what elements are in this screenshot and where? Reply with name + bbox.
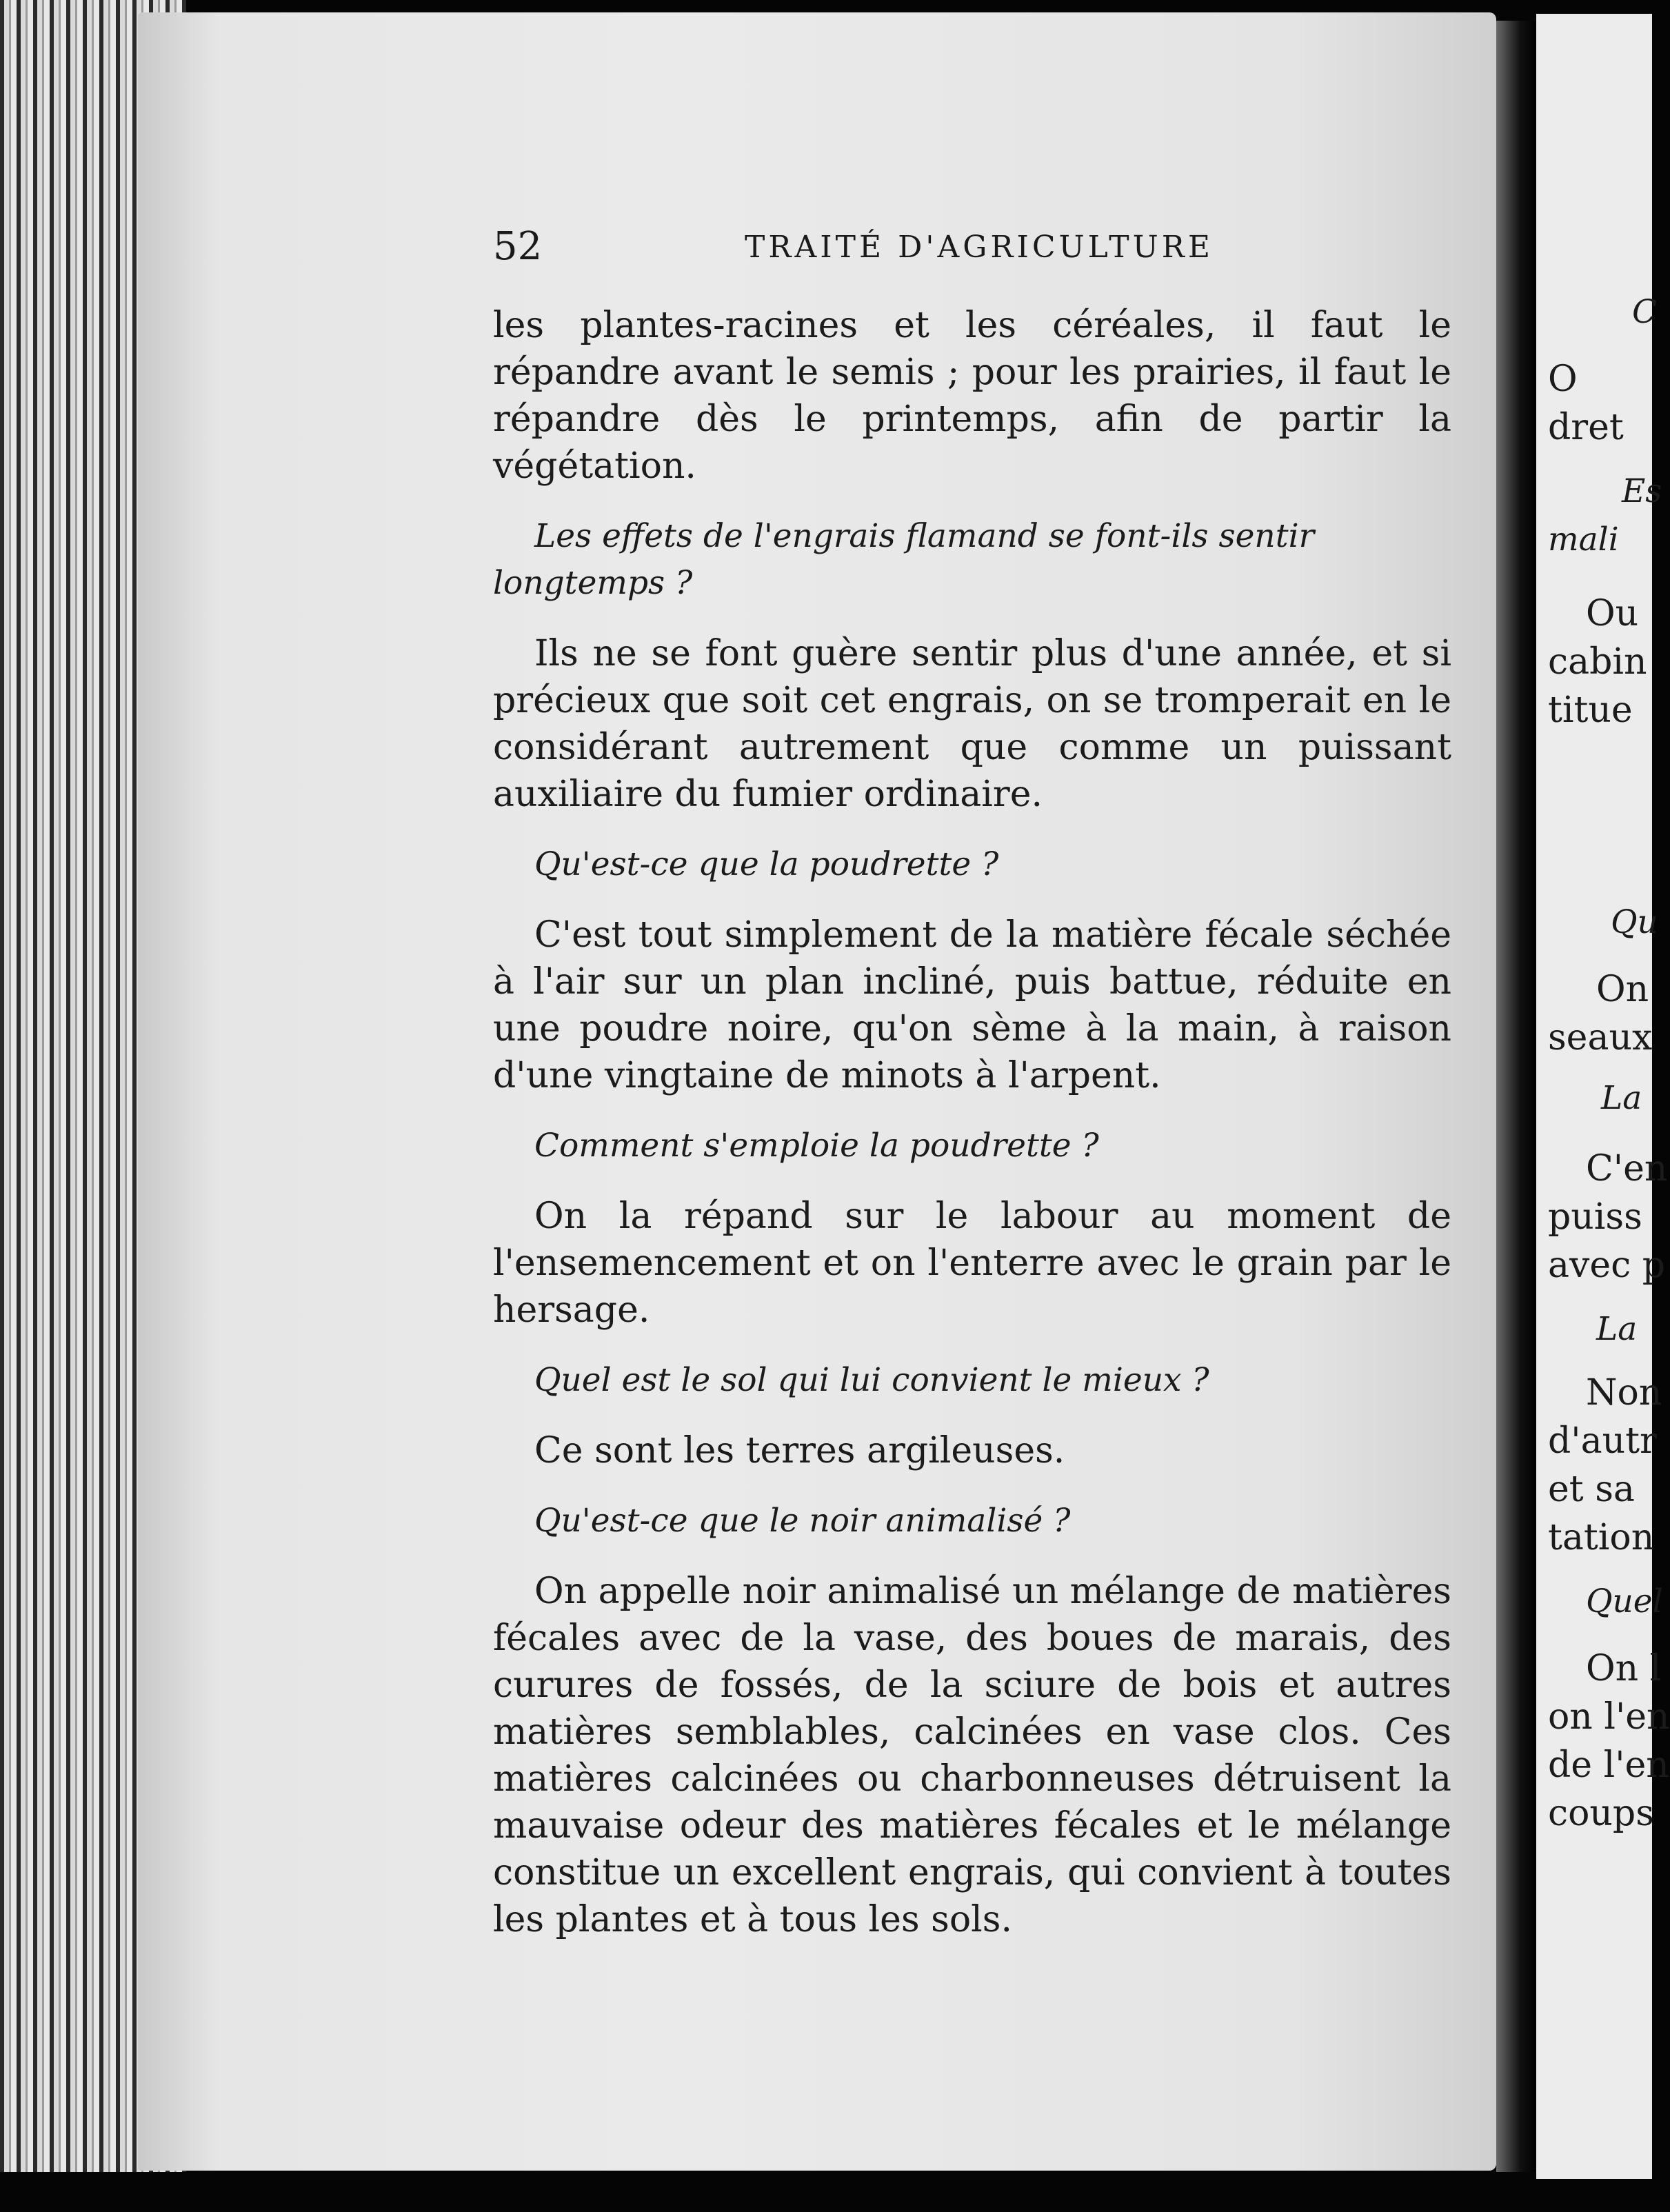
right-page-fragments	[1536, 14, 1670, 2179]
right-page-fragment: On	[1596, 969, 1649, 1010]
book-page-right	[1536, 14, 1670, 2179]
right-page-fragment: Quel	[1586, 1582, 1663, 1620]
book-gutter	[1496, 21, 1536, 2172]
right-page-fragment: C	[1632, 293, 1657, 331]
right-page-fragment: O	[1548, 359, 1578, 400]
question-paragraph: Les effets de l'engrais flamand se font-ils sentir longtemps ?	[493, 517, 1315, 602]
answer-paragraph: Ils ne se font guère sentir plus d'une année, et si précieux que soit cet engrais, on se tromperait en le considérant autrement que comme un puissant auxiliaire du fumier ordinaire.	[493, 633, 1451, 815]
right-page-fragment: d'autr	[1548, 1420, 1657, 1462]
right-page-fragment: cabin	[1548, 641, 1647, 683]
right-page-fragment: tation	[1548, 1517, 1655, 1558]
right-page-fragment: puiss	[1548, 1196, 1642, 1238]
right-page-fragment: Ou	[1586, 593, 1639, 634]
answer-paragraph: On la répand sur le labour au moment de l'ensemencement et on l'enterre avec le grain par le hersage.	[493, 1196, 1451, 1331]
right-page-fragment: La	[1601, 1079, 1642, 1117]
question-paragraph: Qu'est-ce que la poudrette ?	[534, 845, 999, 883]
right-page-fragment: Es	[1622, 472, 1662, 510]
right-page-fragment: La	[1596, 1310, 1638, 1348]
right-page-fragment: dret	[1548, 407, 1624, 448]
right-page-fragment: Qu	[1611, 903, 1658, 941]
answer-paragraph: On appelle noir animalisé un mélange de matières fécales avec de la vase, des boues de marais, des curures de fossés, de la sciure de bois et autres matières semblables, calcinées en vase clos. Ces matières calcinées ou charbonneuses détruisent la mauvaise odeur des matières fécales et le mélange constitue un excellent engrais, qui convient à toutes les plantes et à tous les sols.	[493, 1571, 1451, 1940]
question-paragraph: Quel est le sol qui lui convient le mieux ?	[534, 1361, 1209, 1399]
right-page-fragment: titue	[1548, 690, 1633, 731]
right-page-fragment: seaux	[1548, 1017, 1653, 1058]
page-number: 52	[493, 224, 543, 269]
page-body	[493, 302, 1451, 1967]
answer-paragraph: les plantes-racines et les céréales, il faut le répandre avant le semis ; pour les prairies, il faut le répandre dès le printemps, afin de partir la végétation.	[493, 305, 1451, 487]
right-page-fragment: on l'en	[1548, 1696, 1670, 1738]
right-page-fragment: coups	[1548, 1793, 1654, 1834]
question-paragraph: Qu'est-ce que le noir animalisé ?	[534, 1502, 1071, 1540]
page-header	[493, 224, 1451, 279]
running-title: TRAITÉ D'AGRICULTURE	[745, 230, 1214, 265]
right-page-fragment: C'en	[1586, 1148, 1668, 1189]
right-page-fragment: et sa	[1548, 1469, 1635, 1510]
right-page-fragment: mali	[1548, 521, 1619, 559]
right-page-fragment: On l	[1586, 1648, 1662, 1689]
right-page-fragment: Non	[1586, 1372, 1662, 1414]
right-page-fragment: de l'en	[1548, 1745, 1669, 1786]
question-paragraph: Comment s'emploie la poudrette ?	[534, 1127, 1099, 1165]
right-page-fragment: avec p	[1548, 1245, 1666, 1286]
answer-paragraph: Ce sont les terres argileuses.	[534, 1430, 1065, 1471]
answer-paragraph: C'est tout simplement de la matière fécale séchée à l'air sur un plan incliné, puis battue, réduite en une poudre noire, qu'on sème à la main, à raison d'une vingtaine de minots à l'arpent.	[493, 914, 1451, 1096]
